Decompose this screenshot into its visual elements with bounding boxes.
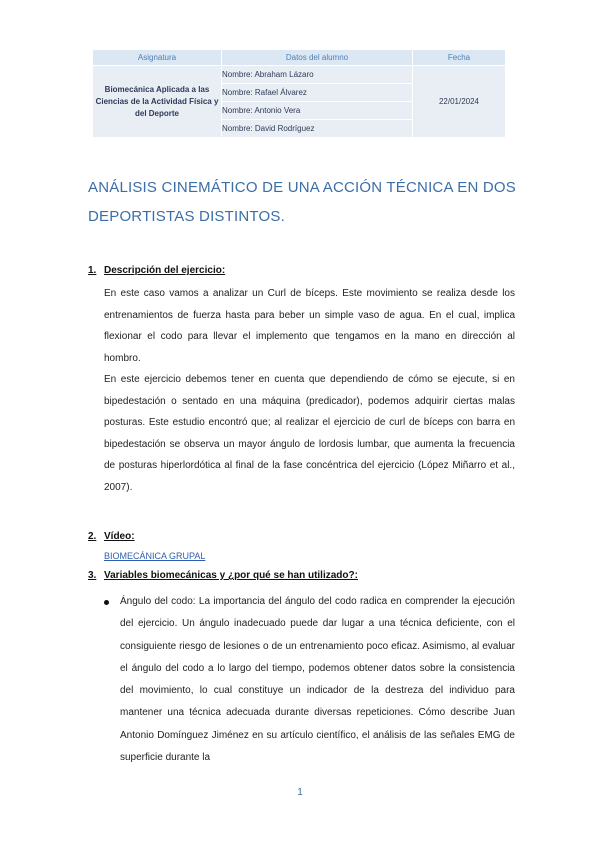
section-number: 2. bbox=[88, 531, 97, 542]
video-link[interactable]: BIOMECÁNICA GRUPAL bbox=[104, 551, 206, 561]
section-number: 3. bbox=[88, 570, 97, 581]
section-heading-text: Variables biomecánicas y ¿por qué se han utilizado?: bbox=[104, 570, 358, 581]
date-cell: 22/01/2024 bbox=[413, 66, 506, 138]
section-heading-text: Descripción del ejercicio: bbox=[104, 265, 226, 276]
section-heading-text: Vídeo: bbox=[104, 531, 135, 542]
header-col-date: Fecha bbox=[413, 50, 506, 66]
student-name: Nombre: Abraham Lázaro bbox=[222, 66, 413, 84]
header-col-subject: Asignatura bbox=[93, 50, 222, 66]
document-title: ANÁLISIS CINEMÁTICO DE UNA ACCIÓN TÉCNICA EN DOS DEPORTISTAS DISTINTOS. bbox=[88, 179, 516, 225]
header-table bbox=[92, 49, 506, 138]
page-number: 1 bbox=[297, 787, 303, 798]
section-heading-video bbox=[88, 531, 135, 542]
section-number: 1. bbox=[88, 265, 97, 276]
student-name: Nombre: David Rodríguez bbox=[222, 120, 413, 138]
student-name: Nombre: Antonio Vera bbox=[222, 102, 413, 120]
section-heading-description bbox=[88, 265, 225, 276]
description-paragraph-1: En este caso vamos a analizar un Curl de bíceps. Este movimiento se realiza desde los entrenamientos de fuerza hasta para beber un simple vaso de agua. En el cual, implica flexionar el codo para llevar el implemento que tengamos en la mano en dirección al hombro. bbox=[104, 288, 515, 364]
section-heading-variables bbox=[88, 570, 358, 581]
student-name: Nombre: Rafael Álvarez bbox=[222, 84, 413, 102]
header-col-student: Datos del alumno bbox=[222, 50, 413, 66]
bullet-icon bbox=[104, 600, 109, 605]
description-paragraph-2: En este ejercicio debemos tener en cuenta que dependiendo de cómo se ejecute, si en bipedestación o sentado en una máquina (predicador), podemos adquirir ciertas malas posturas. Este estudio encontró que; al realizar el ejercicio de curl de bíceps con barra en bipedestación se observa un mayor ángulo de lordosis lumbar, que aumenta la frecuencia de posturas hiperlordótica al final de la fase concéntrica del ejercicio (López Miñarro et al., 2007). bbox=[104, 374, 515, 493]
subject-cell: Biomecánica Aplicada a las Ciencias de la Actividad Física y del Deporte bbox=[93, 66, 222, 138]
variable-elbow-angle: Ángulo del codo: La importancia del ángulo del codo radica en comprender la ejecución del ejercicio. Un ángulo inadecuado puede dar lugar a una técnica deficiente, con el consiguiente riesgo de lesiones o de un entrenamiento poco eficaz. Asimismo, al evaluar el ángulo del codo a lo largo del tiempo, podemos obtener datos sobre la consistencia del movimiento, lo cual constituye un indicador de la destreza del individuo para mantener una técnica adecuada durante diversas repeticiones. Cómo describe Juan Antonio Domínguez Jiménez en su artículo científico, el análisis de las señales EMG de superficie durante la bbox=[120, 596, 515, 764]
